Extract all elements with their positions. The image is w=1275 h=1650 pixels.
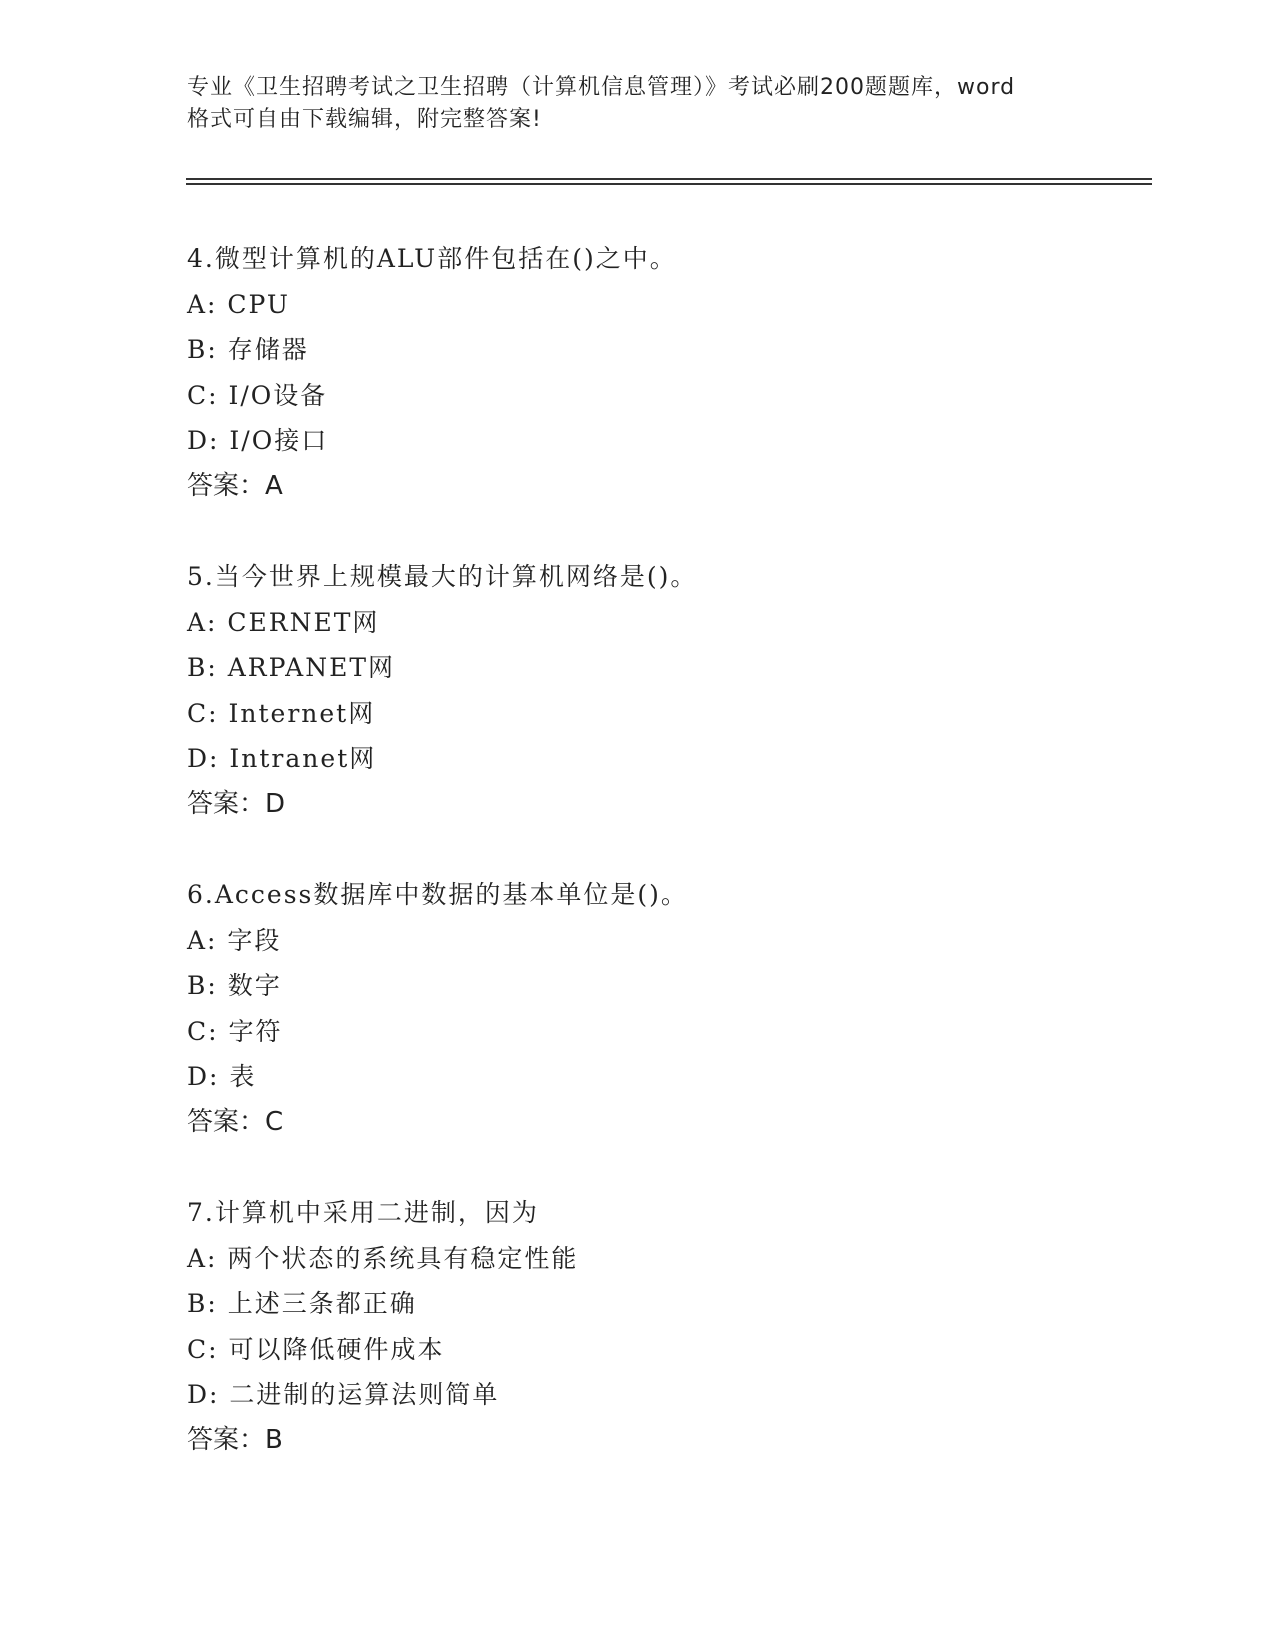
question-list xyxy=(187,236,1147,1508)
document-header xyxy=(187,72,1087,136)
question-5 xyxy=(187,554,1147,872)
option-d: D: 二进制的运算法则简单 xyxy=(187,1380,500,1409)
header-line-2: 格式可自由下载编辑，附完整答案! xyxy=(187,107,542,132)
header-divider-top xyxy=(186,178,1152,180)
header-line-1: 专业《卫生招聘考试之卫生招聘（计算机信息管理）》考试必刷200题题库，word xyxy=(187,75,1016,100)
option-a: A: CPU xyxy=(187,289,291,319)
option-b: B: 数字 xyxy=(187,971,282,1000)
question-title: 6.Access数据库中数据的基本单位是()。 xyxy=(187,880,688,909)
question-title: 7.计算机中采用二进制，因为 xyxy=(187,1198,539,1227)
option-b: B: 上述三条都正确 xyxy=(187,1289,417,1318)
answer: 答案：B xyxy=(187,1424,283,1455)
option-c: C: I/O设备 xyxy=(187,380,328,410)
option-d: D: I/O接口 xyxy=(187,426,329,455)
option-c: C: 可以降低硬件成本 xyxy=(187,1334,445,1364)
answer: 答案：A xyxy=(187,470,283,501)
question-7 xyxy=(187,1190,1147,1508)
option-b: B: ARPANET网 xyxy=(187,653,395,682)
option-a: A: 字段 xyxy=(187,925,282,955)
option-c: C: Internet网 xyxy=(187,698,376,728)
option-a: A: CERNET网 xyxy=(187,607,380,637)
option-b: B: 存储器 xyxy=(187,335,309,364)
option-d: D: Intranet网 xyxy=(187,744,377,773)
question-title: 4.微型计算机的ALU部件包括在()之中。 xyxy=(187,244,677,273)
question-4 xyxy=(187,236,1147,554)
question-title: 5.当今世界上规模最大的计算机网络是()。 xyxy=(187,562,698,591)
answer: 答案：D xyxy=(187,788,286,819)
option-a: A: 两个状态的系统具有稳定性能 xyxy=(187,1243,579,1273)
answer: 答案：C xyxy=(187,1106,284,1137)
option-c: C: 字符 xyxy=(187,1016,283,1046)
header-divider-bottom xyxy=(186,183,1152,185)
option-d: D: 表 xyxy=(187,1062,257,1091)
question-6 xyxy=(187,872,1147,1190)
